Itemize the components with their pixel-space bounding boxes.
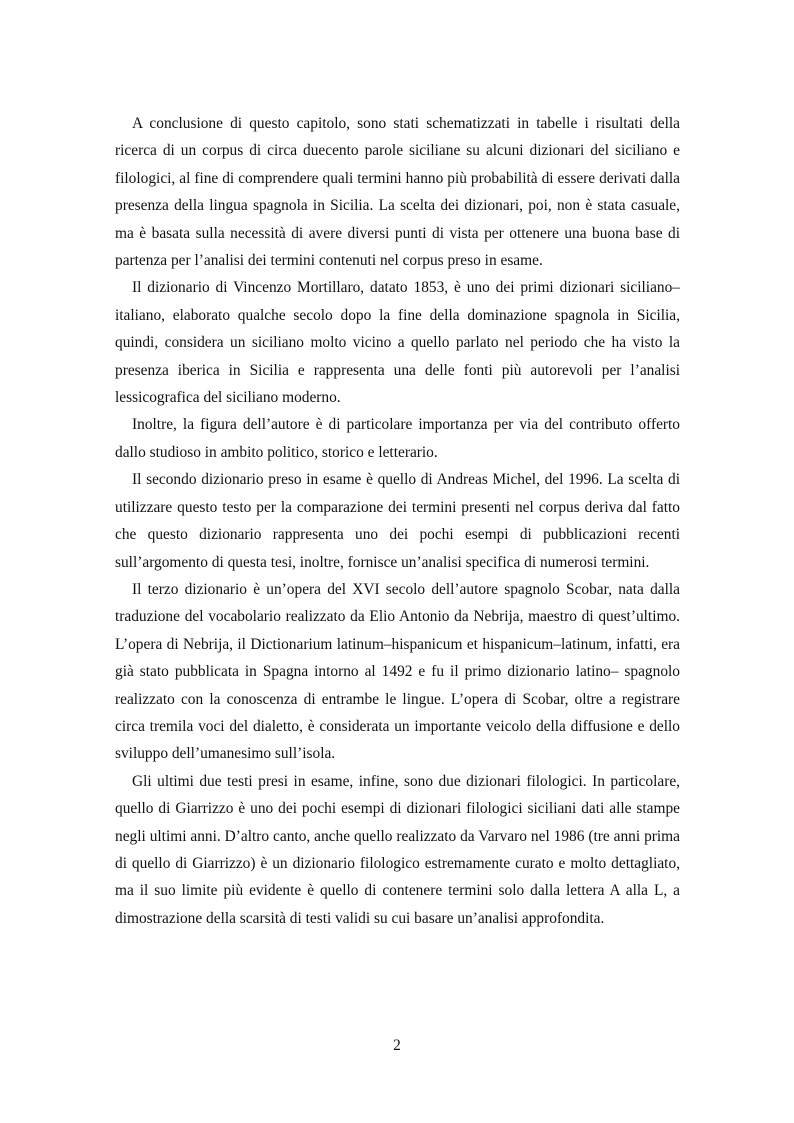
paragraph-michel: Il secondo dizionario preso in esame è quello di Andreas Michel, del 1996. La scelta di utilizzare questo testo per la comparazione dei termini presenti nel corpus deriva dal fatto che questo dizionario rappresenta uno dei pochi esempi di pubblicazioni recenti sull’argomento di questa tesi, inoltre, fornisce un’analisi specifica di numerosi termini. <box>115 471 680 571</box>
paragraph-scobar: Il terzo dizionario è un’opera del XVI secolo dell’autore spagnolo Scobar, nata dalla traduzione del vocabolario realizzato da Elio Antonio da Nebrija, maestro di quest’ultimo. L’opera di Nebrija, il Dictionarium latinum–hispanicum et hispanicum–latinum, infatti, era già stato pubblicata in Spagna intorno al 1492 e fu il primo dizionario latino– spagnolo realizzato con la conoscenza di entrambe le lingue. L’opera di Scobar, oltre a registrare circa tremila voci del dialetto, è considerata un importante veicolo della diffusione e dello sviluppo dell’umanesimo sull’isola. <box>115 580 680 763</box>
body-text <box>115 110 680 932</box>
paragraph-filologici: Gli ultimi due testi presi in esame, infine, sono due dizionari filologici. In particolare, quello di Giarrizzo è uno dei pochi esempi di dizionari filologici siciliani dati alle stampe negli ultimi anni. D’altro canto, anche quello realizzato da Varvaro nel 1986 (tre anni prima di quello di Giarrizzo) è un dizionario filologico estremamente curato e molto dettagliato, ma il suo limite più evidente è quello di contenere termini solo dalla lettera A alla L, a dimostrazione della scarsità di testi validi su cui basare un’analisi approfondita. <box>115 772 680 927</box>
page-number: 2 <box>393 1037 401 1054</box>
paragraph-mortillaro: Il dizionario di Vincenzo Mortillaro, datato 1853, è uno dei primi dizionari siciliano–italiano, elaborato qualche secolo dopo la fine della dominazione spagnola in Sicilia, quindi, considera un siciliano molto vicino a quello parlato nel periodo che ha visto la presenza iberica in Sicilia e rappresenta una delle fonti più autorevoli per l’analisi lessicografica del siciliano moderno. <box>115 279 680 407</box>
paragraph-conclusione: A conclusione di questo capitolo, sono stati schematizzati in tabelle i risultati della ricerca di un corpus di circa duecento parole siciliane su alcuni dizionari del siciliano e filologici, al fine di comprendere quali termini hanno più probabilità di essere derivati dalla presenza della lingua spagnola in Sicilia. La scelta dei dizionari, poi, non è stata casuale, ma è basata sulla necessità di avere diversi punti di vista per ottenere una buona base di partenza per l’analisi dei termini contenuti nel corpus preso in esame. <box>115 115 680 270</box>
paragraph-autore: Inoltre, la figura dell’autore è di particolare importanza per via del contributo offerto dallo studioso in ambito politico, storico e letterario. <box>115 416 680 461</box>
